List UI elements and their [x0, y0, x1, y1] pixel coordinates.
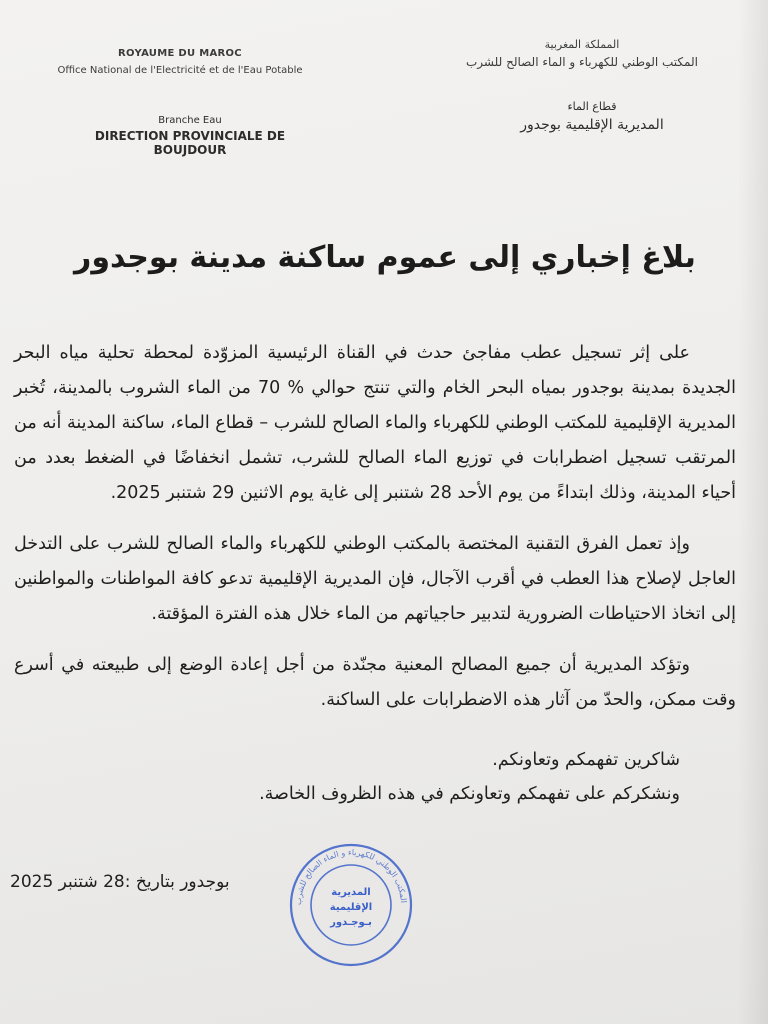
paragraph-2: وإذ تعمل الفرق التقنية المختصة بالمكتب الوطني للكهرباء والماء الصالح للشرب على التدخل العاجل لإصلاح هذا العطب في أقرب الآجال، فإن المديرية الإقليمية تدعو كافة المواطنات والمواطنين إلى اتخاذ الاحتياطات الضرورية لتدبير حاجياتهم من الماء خلال هذه الفترة المؤقتة.	[14, 534, 736, 624]
direction-ar: المديرية الإقليمية بوجدور	[520, 117, 664, 133]
header-ar-top	[432, 38, 732, 69]
sector-ar: قطاع الماء	[567, 100, 617, 113]
stamp-line-2: الإقليمية	[329, 902, 373, 913]
paragraph-3: وتؤكد المديرية أن جميع المصالح المعنية مجنّدة من أجل إعادة الوضع إلى طبيعته في أسرع وقت ممكن، والحدّ من آثار هذه الاضطرابات على الساكنة.	[14, 655, 736, 710]
paragraph-1: على إثر تسجيل عطب مفاجئ حدث في القناة الرئيسية المزوّدة لمحطة تحلية مياه البحر الجديدة بمدينة بوجدور بمياه البحر الخام والتي تنتج حوالي % 70 من الماء الشروب بالمدينة، تُخبر المديرية الإقليمية للمكتب الوطني للكهرباء والماء الصالح للشرب – قطاع الماء، ساكنة المدينة أنه من المرتقب تسجيل اضطرابات في توزيع الماء الصالح للشرب، تشمل انخفاضًا في الضغط بعدد من أحياء المدينة، وذلك ابتداءً من يوم الأحد 28 شتنبر إلى غاية يوم الاثنين 29 شتنبر 2025.	[14, 343, 736, 503]
thanks-short: شاكرين تفهمكم وتعاونكم.	[492, 750, 680, 770]
kingdom-ar: المملكة المغربية	[544, 38, 620, 51]
stamp-line-3: بـوجـدور	[330, 917, 372, 928]
stamp-line-1: المديرية	[331, 887, 371, 898]
page-title: بلاغ إخباري إلى عموم ساكنة مدينة بوجدور	[74, 240, 696, 275]
header-fr-top	[30, 48, 330, 76]
official-stamp	[286, 840, 416, 970]
kingdom-fr: ROYAUME DU MAROC	[118, 48, 242, 59]
sign-off	[100, 750, 680, 804]
place-date: بوجدور بتاريخ :28 شتنبر 2025	[10, 872, 230, 892]
thanks-long: ونشكركم على تفهمكم وتعاونكم في هذه الظروف الخاصة.	[259, 784, 680, 804]
paper-shadow	[738, 0, 768, 1024]
header-fr-bottom	[60, 115, 320, 157]
announcement-body	[14, 336, 736, 730]
office-ar: المكتب الوطني للكهرباء و الماء الصالح للشرب	[466, 55, 698, 69]
header-ar-bottom	[462, 100, 722, 133]
stamp-ring-text: المكتب الوطني للكهرباء و الماء الصالح للشرب	[293, 847, 408, 906]
office-fr: Office National de l'Electricité et de l'Eau Potable	[57, 65, 303, 76]
branch-fr: Branche Eau	[158, 115, 222, 126]
direction-fr: DIRECTION PROVINCIALE DE BOUJDOUR	[94, 129, 286, 157]
